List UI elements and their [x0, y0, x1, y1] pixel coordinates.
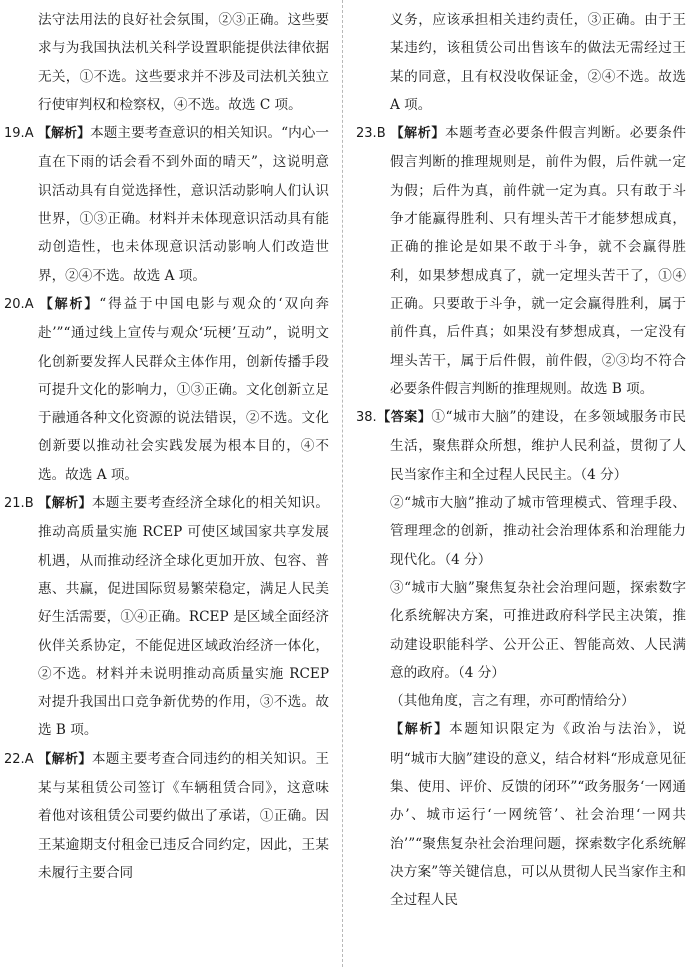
q23-number: 23. [356, 126, 377, 142]
question-20 [4, 290, 329, 489]
right-column [356, 6, 686, 915]
q38-scoring-note: （其他角度，言之有理，亦可酌情给分） [390, 693, 635, 710]
question-22 [4, 745, 329, 887]
q20-text: “得益于中国电影与观众的‘双向奔赴’”“通过线上宣传与观众‘玩梗’互动”，说明文化创新要发挥人民群众主体作用，创新传播手段可提升文化的影响力，①③正确。文化创新立足于融通各种文化资源的说法错误，②不选。文化创新要以推动社会实践发展为根本目的，④不选。故选 A 项。 [38, 295, 329, 483]
q20-analysis-tag: 【解析】 [39, 296, 100, 312]
q38-point-3: ③“城市大脑”聚焦复杂社会治理问题，探索数字化系统解决方案，可推进政府科学民主决策，推动建设职能科学、公开公正、智能高效、人民满意的政府。（4 分） [390, 579, 686, 681]
q22-analysis-tag: 【解析】 [38, 751, 92, 767]
q19-number: 19. [4, 126, 25, 142]
q19-analysis-tag: 【解析】 [37, 126, 91, 142]
q22-number: 22. [4, 751, 25, 767]
q38-point-1: ①“城市大脑”的建设，在多领域服务市民生活，聚焦群众所想，维护人民利益，贯彻了人民当家作主和全过程人民民主。（4 分） [390, 409, 686, 483]
q38-answer-tag: 【答案】 [376, 410, 432, 426]
q21-answer: B [24, 496, 34, 512]
q18-continuation: 法守法用法的良好社会氛围，②③正确。这些要求与为我国执法机关科学设置职能提供法律依据无关，①不选。这些要求并不涉及司法机关独立行使审判权和检察权，④不选。故选 C 项。 [38, 12, 329, 113]
q23-text: 本题考查必要条件假言判断。必要条件假言判断的推理规则是，前件为假，后件就一定为假；后件为真，前件就一定为真。只有敢于斗争才能赢得胜利、只有埋头苦干才能梦想成真，正确的推论是如果不敢于斗争，就不会赢得胜利，如果梦想成真了，就一定埋头苦干了，①④正确。只要敢于斗争，就一定会赢得胜利，属于前件真，后件真；如果没有梦想成真，一定没有埋头苦干，属于后件假，前件假，②③均不符合必要条件假言判断的推理规则。故选 B 项。 [390, 125, 686, 397]
question-38 [356, 403, 686, 489]
q21-number: 21. [4, 496, 25, 512]
q38-point-2: ②“城市大脑”推动了城市管理模式、管理手段、管理理念的创新，推动社会治理体系和治理能力现代化。（4 分） [390, 495, 686, 568]
q20-number: 20. [4, 296, 25, 312]
q38-analysis-text: 本题知识限定为《政治与法治》，说明“城市大脑”建设的意义，结合材料“形成意见征集、使用、评价、反馈的闭环”“政务服务‘一网通办’、城市运行‘一网统管’、社会治理‘一网共治’”“聚焦复杂社会治理问题，探索数字化系统解决方案”等关键信息，可以从贯彻人民当家作主和全过程人民 [390, 721, 686, 909]
q21-text: 本题主要考查经济全球化的相关知识。推动高质量实施 RCEP 可使区域国家共享发展机遇，从而推动经济全球化更加开放、包容、普惠、共赢，促进国际贸易繁荣稳定，满足人民美好生活需要，①④正确。RCEP 是区域全面经济伙伴关系协定，不能促进区域政治经济一体化，②不选。材料并未说明推动高质量实施 RCEP 对提升我国出口竞争新优势的作用，③不选。故选 B 项。 [38, 495, 329, 739]
q23-answer: B [376, 126, 386, 142]
column-divider [342, 0, 343, 967]
q21-analysis-tag: 【解析】 [38, 496, 92, 512]
q23-analysis-tag: 【解析】 [390, 126, 446, 142]
q19-text: 本题主要考查意识的相关知识。“内心一直在下雨的话会看不到外面的晴天”，这说明意识活动具有自觉选择性，意识活动影响人们认识世界，①③正确。材料并未体现意识活动具有能动创造性，也未体现意识活动影响人们改造世界，②④不选。故选 A 项。 [38, 125, 329, 284]
q38-analysis [356, 715, 686, 914]
q22-answer: A [24, 751, 34, 767]
q19-answer: A [24, 126, 34, 142]
q22-continuation: 义务，应该承担相关违约责任，③正确。由于王某违约，该租赁公司出售该车的做法无需经过王某的同意，且有权没收保证金，②④不选。故选 A 项。 [390, 12, 686, 113]
question-19 [4, 119, 329, 290]
question-21 [4, 489, 329, 745]
left-column [4, 6, 329, 887]
question-23 [356, 119, 686, 403]
q38-analysis-tag: 【解析】 [390, 722, 450, 738]
q20-answer: A [24, 296, 34, 312]
q22-text: 本题主要考查合同违约的相关知识。王某与某租赁公司签订《车辆租赁合同》，这意味着他对该租赁公司要约做出了承诺，①正确。因王某逾期支付租金已违反合同约定，因此，王某未履行主要合同 [38, 750, 329, 881]
q38-number: 38. [356, 410, 377, 426]
